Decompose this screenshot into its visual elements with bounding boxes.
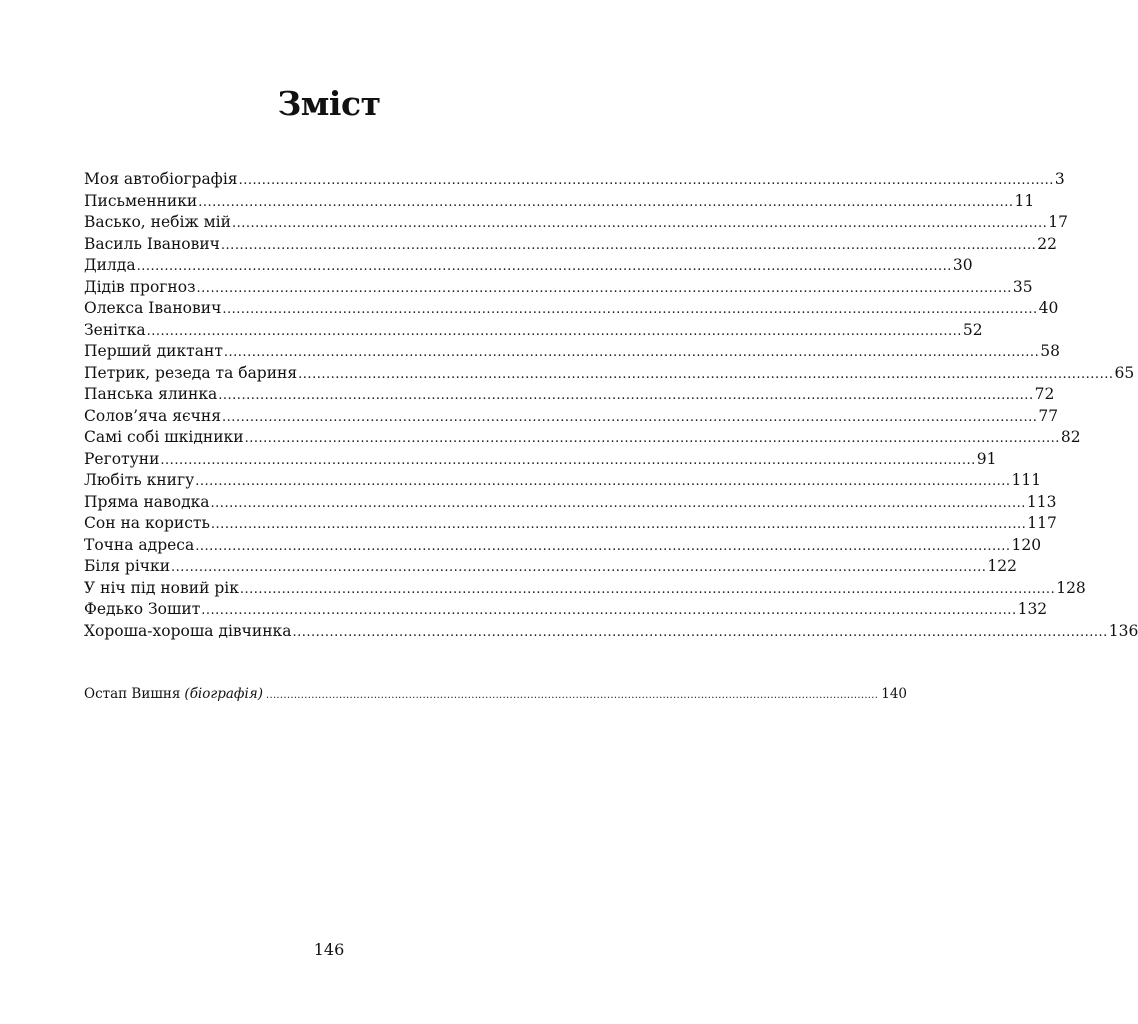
toc-entry-title: Точна адреса [84, 535, 195, 554]
toc-entry-title: Дилда [84, 256, 136, 274]
dot-leader: ................................................................................................................................................................................ [210, 495, 1026, 511]
dot-leader: ................................................................................................................................................................................ [160, 452, 976, 468]
toc-entry-page: 3 [1054, 170, 1065, 188]
dot-leader: ................................................................................................................................................................................ [146, 323, 962, 339]
dot-leader: ................................................................................................................................................................................ [222, 409, 1038, 425]
toc-entry[interactable] [84, 299, 1059, 321]
dot-leader: ................................................................................................................................................................................ [223, 345, 1040, 360]
toc-entry-page: 52 [962, 320, 983, 339]
toc-entry-page: 65 [1114, 363, 1135, 382]
toc-entry-title: Петрик, резеда та бариня [84, 363, 298, 382]
toc-entry-title: Олекса Іванович [84, 299, 222, 317]
toc-entry-page: 82 [1060, 428, 1081, 446]
toc-entry-page: 17 [1048, 213, 1068, 231]
dot-leader: ................................................................................................................................................................................ [210, 517, 1027, 532]
toc-entry-title: Пряма наводка [84, 492, 210, 511]
toc-entry-page: 113 [1026, 492, 1057, 511]
toc-entry-page: 35 [1012, 277, 1033, 296]
toc-entry[interactable] [84, 213, 1068, 235]
dot-leader: ................................................................................................................................................................................ [220, 237, 1037, 253]
dot-leader: ................................................................................................................................................................................ [265, 690, 879, 701]
toc-entry-title: Сон на користь [84, 514, 210, 532]
toc-entry-title: Васько, небіж мій [84, 213, 231, 231]
appendix-page: 140 [881, 686, 908, 702]
dot-leader: ................................................................................................................................................................................ [222, 302, 1038, 317]
toc-entry[interactable] [84, 535, 1042, 558]
page-title: Зміст [277, 84, 381, 123]
dot-leader: ................................................................................................................................................................................ [195, 538, 1011, 554]
dot-leader: ................................................................................................................................................................................ [196, 280, 1012, 296]
dot-leader: ................................................................................................................................................................................ [244, 431, 1060, 446]
toc-entry[interactable] [84, 342, 1060, 364]
toc-entry-title: Письменники [84, 191, 198, 210]
dot-leader: ................................................................................................................................................................................ [198, 194, 1014, 210]
toc-entry-page: 91 [976, 449, 997, 468]
toc-entry-page: 111 [1011, 471, 1042, 489]
dot-leader: ................................................................................................................................................................................ [239, 581, 1056, 597]
toc-entry-title: Василь Іванович [84, 234, 220, 253]
dot-leader: ................................................................................................................................................................................ [195, 474, 1011, 489]
toc-entry[interactable] [84, 600, 1048, 622]
dot-leader: ................................................................................................................................................................................ [298, 366, 1114, 382]
toc-entry[interactable] [84, 514, 1057, 536]
appendix-author: Остап Вишня [84, 686, 181, 702]
toc-entry-page: 136 [1108, 621, 1138, 640]
toc-entry-page: 77 [1038, 406, 1059, 425]
toc-entry[interactable] [84, 578, 1086, 601]
toc-entry[interactable] [84, 406, 1059, 429]
toc-entry-page: 30 [952, 256, 973, 274]
appendix-note: (біографія) [184, 686, 263, 702]
toc-entry[interactable] [84, 320, 983, 343]
toc-entry[interactable] [84, 471, 1042, 493]
appendix-entry[interactable] [84, 686, 908, 702]
toc-entry-title: Біля річки [84, 557, 171, 575]
toc-entry-title: Панська ялинка [84, 385, 218, 403]
toc-entry-page: 128 [1056, 578, 1086, 597]
toc-entry-title: Реготуни [84, 449, 160, 468]
toc-entry-title: Зенітка [84, 320, 146, 339]
toc-entry[interactable] [84, 428, 1081, 450]
toc-entry-page: 132 [1017, 600, 1048, 618]
toc-entry-title: Моя автобіографія [84, 170, 238, 188]
toc-entry-title: Солов’яча яєчня [84, 406, 222, 425]
dot-leader: ................................................................................................................................................................................ [231, 216, 1048, 231]
page-number: 146 [313, 940, 345, 959]
toc-entry-page: 122 [987, 557, 1017, 575]
toc-entry[interactable] [84, 492, 1057, 515]
toc-entry-title: У ніч під новий рік [84, 578, 239, 597]
toc-entry[interactable] [84, 557, 1017, 579]
toc-entry-page: 117 [1027, 514, 1057, 532]
toc-entry[interactable] [84, 191, 1035, 214]
toc-entry[interactable] [84, 277, 1033, 300]
toc-entry[interactable] [84, 363, 1135, 386]
dot-leader: ................................................................................................................................................................................ [218, 388, 1034, 403]
dot-leader: ................................................................................................................................................................................ [238, 173, 1054, 188]
toc-entry-title: Самі собі шкідники [84, 428, 244, 446]
toc-entry-page: 120 [1011, 535, 1042, 554]
toc-entry[interactable] [84, 234, 1057, 257]
dot-leader: ................................................................................................................................................................................ [201, 603, 1017, 618]
toc-entry-page: 58 [1040, 342, 1060, 360]
toc-entry-page: 72 [1034, 385, 1055, 403]
dot-leader: ................................................................................................................................................................................ [136, 259, 952, 274]
toc-entry[interactable] [84, 256, 973, 278]
dot-leader: ................................................................................................................................................................................ [292, 624, 1108, 640]
toc-entry[interactable] [84, 385, 1055, 407]
toc-entry-title: Перший диктант [84, 342, 223, 360]
toc-entry-title: Любіть книгу [84, 471, 195, 489]
toc-entry-title: Дідів прогноз [84, 277, 196, 296]
toc-entry-title: Хороша-хороша дівчинка [84, 621, 292, 640]
dot-leader: ................................................................................................................................................................................ [171, 560, 987, 575]
toc-entry-title: Федько Зошит [84, 600, 201, 618]
toc-entry[interactable] [84, 621, 1138, 644]
toc-entry-page: 22 [1037, 234, 1057, 253]
toc-entry[interactable] [84, 449, 997, 472]
table-of-contents [84, 170, 1138, 643]
toc-entry-page: 11 [1014, 191, 1035, 210]
toc-entry[interactable] [84, 170, 1065, 192]
toc-entry-page: 40 [1038, 299, 1059, 317]
